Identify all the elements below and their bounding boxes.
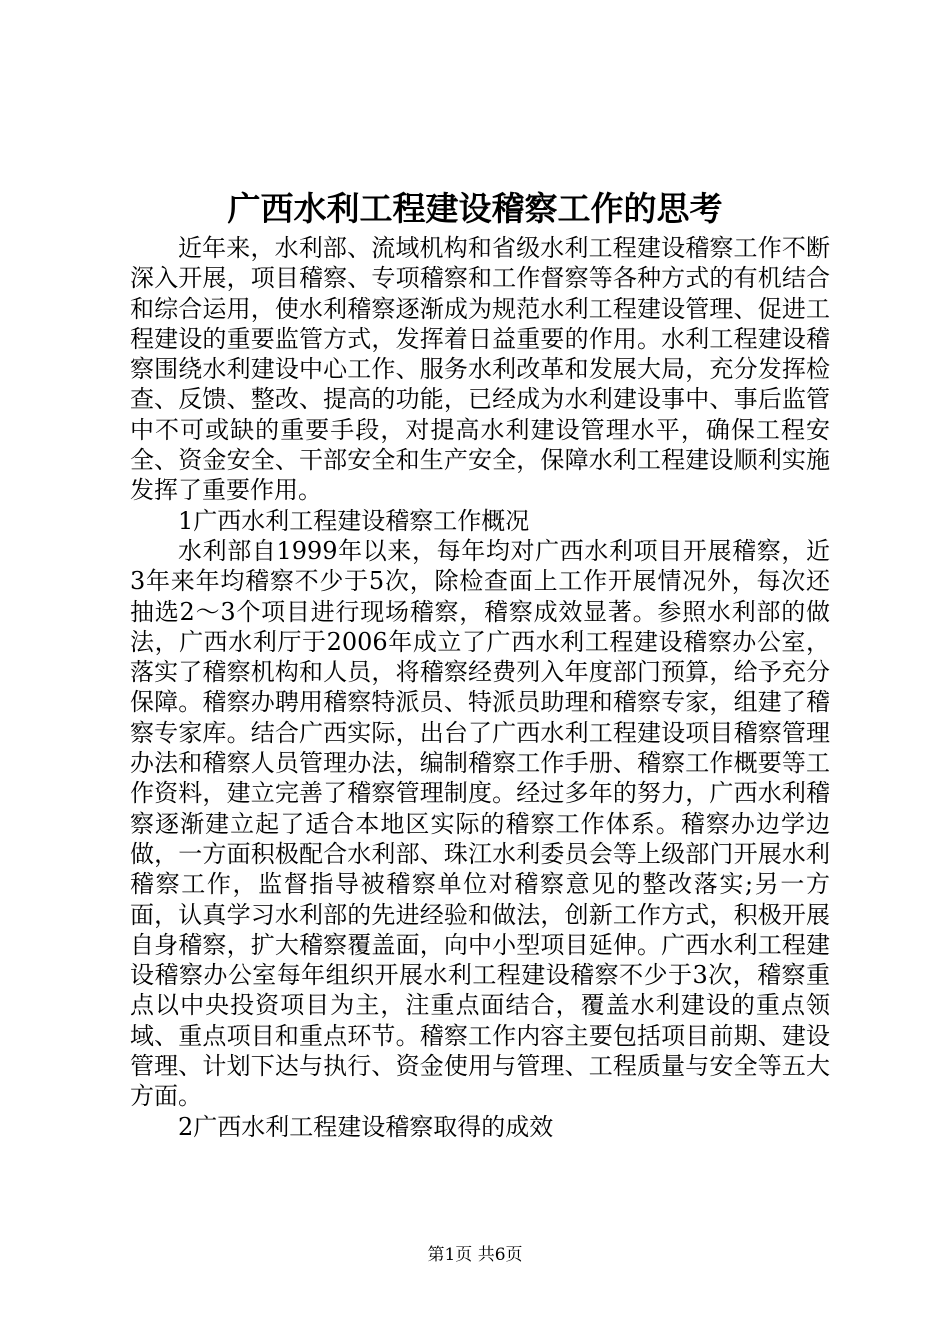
section-1-paragraph: 水利部自1999年以来，每年均对广西水利项目开展稽察，近3年来年均稽察不少于5次，除检查面上工作开展情况外，每次还抽选2～3个项目进行现场稽察，稽察成效显著。参照水利部的做法，广西水利厅于2006年成立了广西水利工程建设稽察办公室，落实了稽察机构和人员，将稽察经费列入年度部门预算，给予充分保障。稽察办聘用稽察特派员、特派员助理和稽察专家，组建了稽察专家库。结合广西实际，出台了广西水利工程建设项目稽察管理办法和稽察人员管理办法，编制稽察工作手册、稽察工作概要等工作资料，建立完善了稽察管理制度。经过多年的努力，广西水利稽察逐渐建立起了适合本地区实际的稽察工作体系。稽察办边学边做，一方面积极配合水利部、珠江水利委员会等上级部门开展水利稽察工作，监督指导被稽察单位对稽察意见的整改落实;另一方面，认真学习水利部的先进经验和做法，创新工作方式，积极开展自身稽察，扩大稽察覆盖面，向中小型项目延伸。广西水利工程建设稽察办公室每年组织开展水利工程建设稽察不少于3次，稽察重点以中央投资项目为主，注重点面结合，覆盖水利建设的重点领域、重点项目和重点环节。稽察工作内容主要包括项目前期、建设管理、计划下达与执行、资金使用与管理、工程质量与安全等五大方面。 bbox=[130, 536, 830, 1111]
document-body bbox=[130, 233, 830, 1142]
document-title: 广西水利工程建设稽察工作的思考 bbox=[227, 189, 723, 228]
section-heading-2: 2广西水利工程建设稽察取得的成效 bbox=[178, 1112, 554, 1141]
intro-paragraph: 近年来，水利部、流域机构和省级水利工程建设稽察工作不断深入开展，项目稽察、专项稽察和工作督察等各种方式的有机结合和综合运用，使水利稽察逐渐成为规范水利工程建设管理、促进工程建设的重要监管方式，发挥着日益重要的作用。水利工程建设稽察围绕水利建设中心工作、服务水利改革和发展大局，充分发挥检查、反馈、整改、提高的功能，已经成为水利建设事中、事后监管中不可或缺的重要手段，对提高水利建设管理水平，确保工程安全、资金安全、干部安全和生产安全，保障水利工程建设顺利实施发挥了重要作用。 bbox=[130, 234, 830, 505]
section-heading-1: 1广西水利工程建设稽察工作概况 bbox=[178, 506, 530, 535]
page-footer: 第1页 共6页 bbox=[427, 1245, 523, 1265]
